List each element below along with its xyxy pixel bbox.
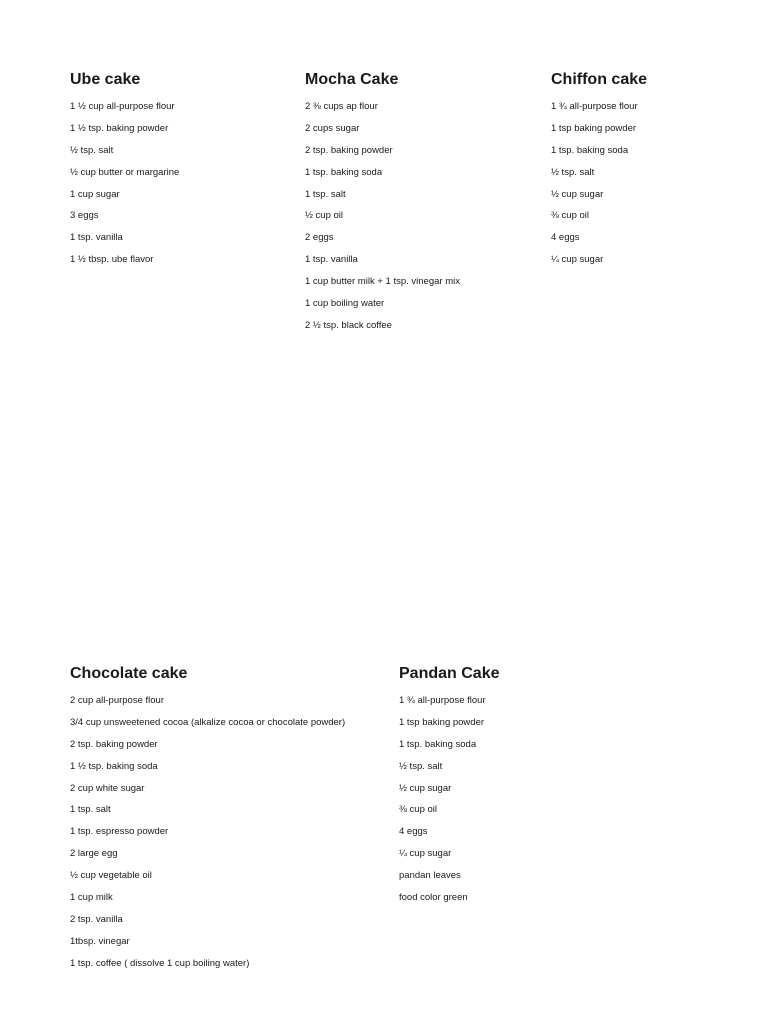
ingredient-item: 1 tsp. baking soda — [399, 738, 477, 750]
ingredient-list — [305, 96, 460, 337]
recipe-mocha-cake — [305, 70, 460, 337]
recipe-chiffon-cake — [551, 70, 647, 271]
recipe-chocolate-cake — [70, 664, 345, 975]
ingredient-item: ¼ cup sugar — [399, 848, 452, 860]
ingredient-item: ¼ cup sugar — [551, 254, 604, 266]
ingredient-item: 1 ½ tsp. baking soda — [70, 760, 158, 772]
ingredient-item: ½ tsp. salt — [70, 144, 114, 156]
ingredient-item: ½ tsp. salt — [399, 760, 443, 772]
ingredient-item: 2 cups sugar — [305, 122, 360, 134]
ingredient-item: 1 ½ cup all-purpose flour — [70, 101, 175, 112]
ingredient-item: 1 ½ tsp. baking powder — [70, 122, 169, 134]
ingredient-list — [70, 96, 179, 271]
ingredient-item: 2 eggs — [305, 232, 334, 244]
ingredient-item: 1 cup sugar — [70, 188, 120, 200]
ingredient-item: 1 cup milk — [70, 892, 113, 904]
ingredient-item: 1tbsp. vinegar — [70, 935, 130, 947]
ingredient-item: 1 tsp. salt — [70, 804, 111, 816]
ingredient-item: 1 tsp. vanilla — [305, 254, 358, 266]
recipe-title: Chocolate cake — [70, 665, 188, 682]
ingredient-item: 3/4 cup unsweetened cocoa (alkalize cocoa or chocolate powder) — [70, 716, 346, 728]
ingredient-item: ⅜ cup oil — [399, 804, 438, 816]
ingredient-item: 1 tsp. vanilla — [70, 232, 123, 244]
ingredient-item: 2 tsp. vanilla — [70, 913, 123, 925]
ingredient-item: 2 tsp. baking powder — [70, 738, 158, 750]
ingredient-item: 2 ½ tsp. black coffee — [305, 319, 392, 331]
ingredient-item: 2 ⅜ cups ap flour — [305, 101, 378, 112]
ingredient-item: 2 tsp. baking powder — [305, 144, 393, 156]
ingredient-item: ½ tsp. salt — [551, 166, 595, 178]
ingredient-item: 1 cup butter milk + 1 tsp. vinegar mix — [305, 276, 460, 288]
recipe-title: Mocha Cake — [305, 71, 399, 88]
ingredient-item: ½ cup oil — [305, 210, 344, 222]
ingredient-item: ½ cup vegetable oil — [70, 870, 152, 882]
ingredient-item: 1 tsp baking powder — [399, 716, 485, 728]
ingredient-item: 2 large egg — [70, 848, 118, 860]
ingredient-item: 4 eggs — [551, 232, 580, 244]
ingredient-item: 2 cup white sugar — [70, 782, 145, 794]
ingredient-item: 1 tsp. baking soda — [551, 144, 629, 156]
ingredient-item: ½ cup sugar — [399, 782, 452, 794]
ingredient-list — [70, 690, 345, 975]
recipe-ube-cake — [70, 70, 179, 271]
ingredient-item: ½ cup sugar — [551, 188, 604, 200]
ingredient-list — [399, 690, 499, 909]
ingredient-item: 1 ¾ all-purpose flour — [551, 101, 638, 112]
ingredient-item: food color green — [399, 892, 468, 904]
ingredient-item: 1 ¾ all-purpose flour — [399, 695, 486, 706]
ingredient-item: 1 cup boiling water — [305, 298, 385, 310]
ingredient-item: 3 eggs — [70, 210, 99, 222]
ingredient-item: 1 tsp. baking soda — [305, 166, 383, 178]
ingredient-item: ½ cup butter or margarine — [70, 166, 180, 178]
ingredient-item: 1 tsp baking powder — [551, 122, 637, 134]
recipe-title: Ube cake — [70, 71, 141, 88]
ingredient-item: 1 tsp. salt — [305, 188, 346, 200]
ingredient-item: 1 ½ tbsp. ube flavor — [70, 254, 154, 266]
ingredient-item: ⅜ cup oil — [551, 210, 590, 222]
ingredient-item: pandan leaves — [399, 870, 461, 882]
recipe-title: Pandan Cake — [399, 665, 500, 682]
ingredient-list — [551, 96, 647, 271]
recipe-title: Chiffon cake — [551, 71, 648, 88]
recipe-pandan-cake — [399, 664, 499, 909]
ingredient-item: 1 tsp. coffee ( dissolve 1 cup boiling water) — [70, 957, 250, 969]
ingredient-item: 2 cup all-purpose flour — [70, 695, 164, 706]
ingredient-item: 4 eggs — [399, 826, 428, 838]
ingredient-item: 1 tsp. espresso powder — [70, 826, 169, 838]
